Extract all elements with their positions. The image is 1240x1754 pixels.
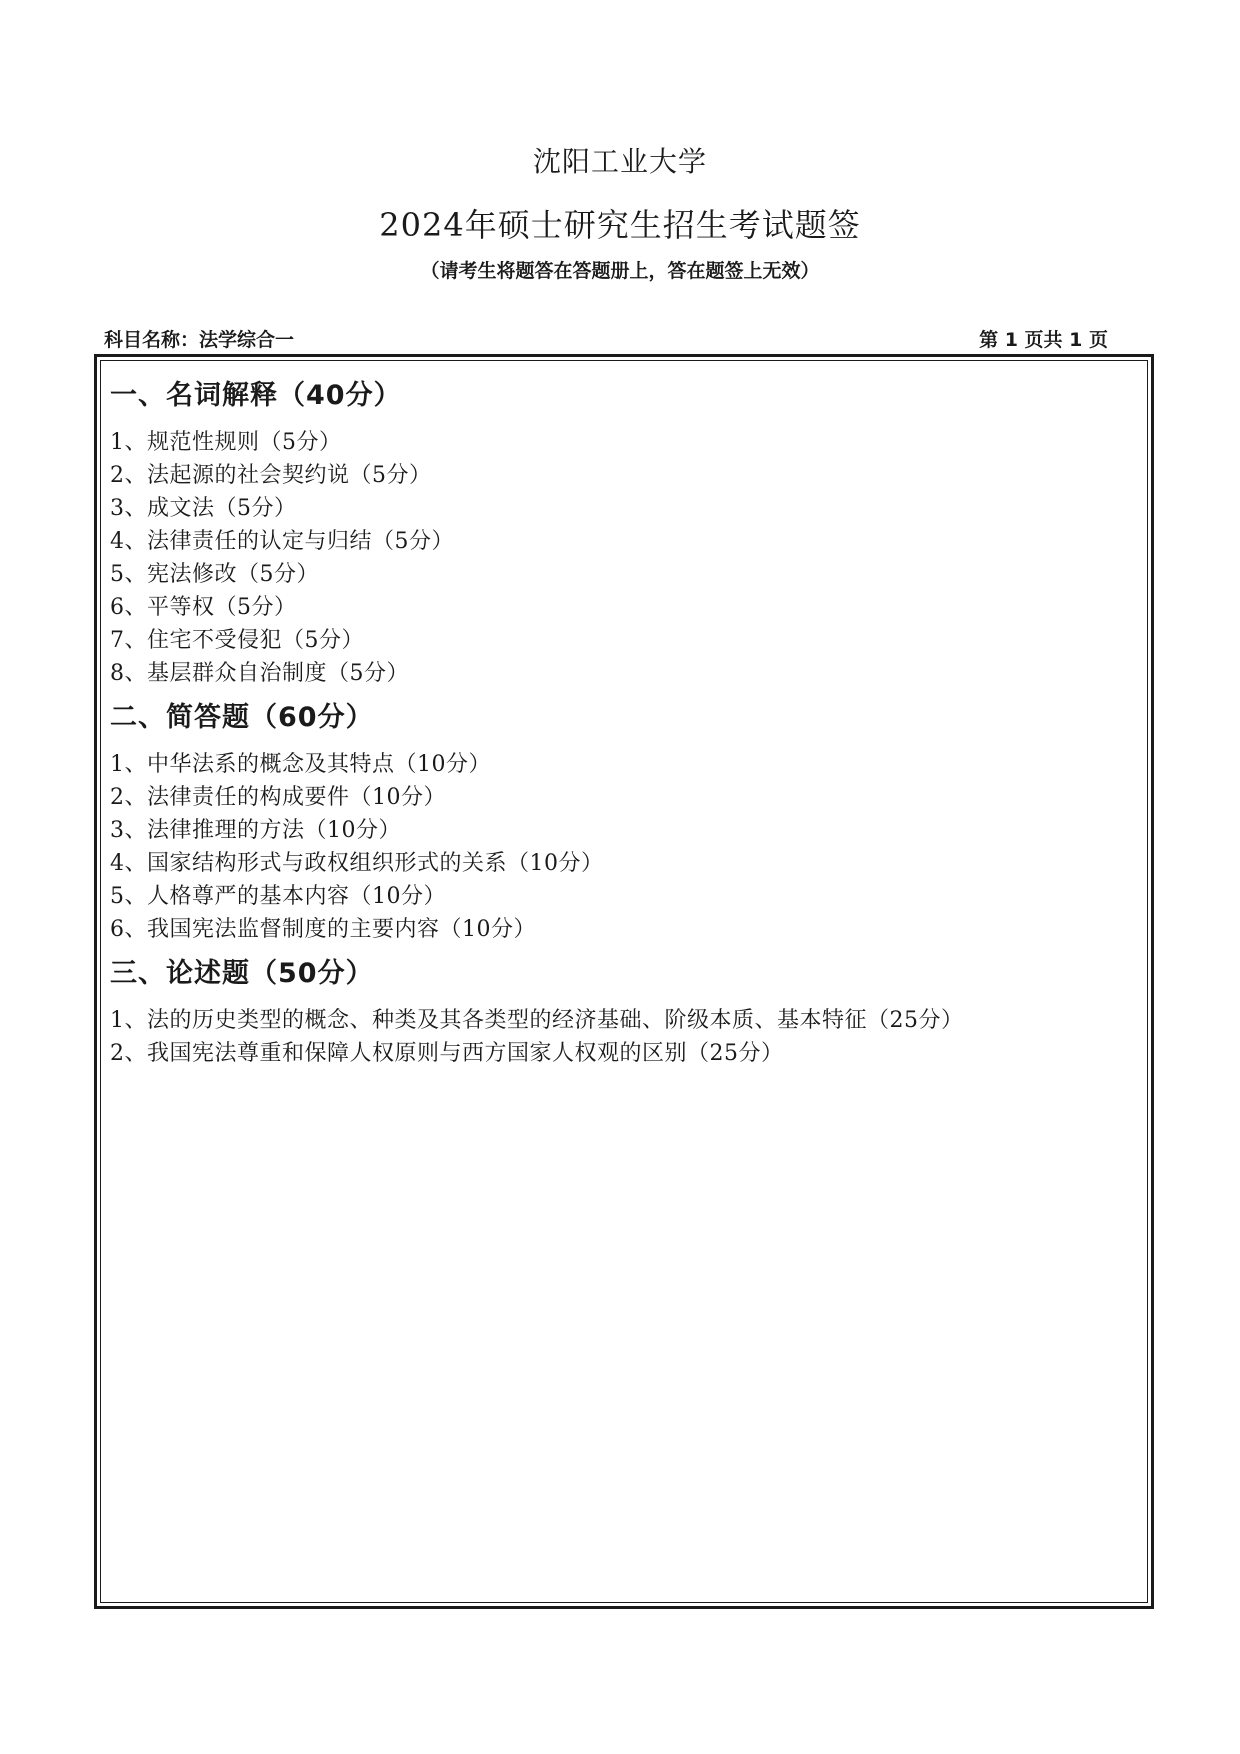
- question-item: 2、法起源的社会契约说（5分）: [110, 463, 432, 488]
- section-heading: 三、论述题（50分）: [110, 958, 374, 989]
- question-list: [110, 426, 1130, 690]
- question-list: [110, 748, 1130, 946]
- exam-instruction: （请考生将题答在答题册上，答在题签上无效）: [420, 260, 820, 282]
- question-item: 5、人格尊严的基本内容（10分）: [110, 884, 446, 909]
- question-item: 6、我国宪法监督制度的主要内容（10分）: [110, 917, 536, 942]
- question-item: 2、法律责任的构成要件（10分）: [110, 785, 446, 810]
- section-1: [110, 372, 1130, 690]
- question-item: 4、法律责任的认定与归结（5分）: [110, 529, 454, 554]
- question-item: 3、成文法（5分）: [110, 496, 297, 521]
- question-item: 2、我国宪法尊重和保障人权原则与西方国家人权观的区别（25分）: [110, 1041, 784, 1066]
- question-item: 1、中华法系的概念及其特点（10分）: [110, 752, 491, 777]
- section-2: [110, 694, 1130, 946]
- question-item: 3、法律推理的方法（10分）: [110, 818, 401, 843]
- subject-name: 科目名称：法学综合一: [104, 329, 295, 351]
- question-item: 1、法的历史类型的概念、种类及其各类型的经济基础、阶级本质、基本特征（25分）: [110, 1008, 964, 1033]
- question-item: 6、平等权（5分）: [110, 595, 297, 620]
- exam-title: 2024年硕士研究生招生考试题签: [379, 206, 861, 244]
- question-item: 7、住宅不受侵犯（5分）: [110, 628, 364, 653]
- question-item: 1、规范性规则（5分）: [110, 430, 342, 455]
- university-name: 沈阳工业大学: [532, 145, 707, 178]
- section-3: [110, 950, 1130, 1070]
- question-list: [110, 1004, 1130, 1070]
- question-content: [110, 372, 1130, 1074]
- page-info: 第 1 页共 1 页: [979, 329, 1108, 351]
- question-item: 4、国家结构形式与政权组织形式的关系（10分）: [110, 851, 604, 876]
- section-heading: 一、名词解释（40分）: [110, 380, 402, 411]
- question-item: 8、基层群众自治制度（5分）: [110, 661, 409, 686]
- question-item: 5、宪法修改（5分）: [110, 562, 319, 587]
- section-heading: 二、简答题（60分）: [110, 702, 374, 733]
